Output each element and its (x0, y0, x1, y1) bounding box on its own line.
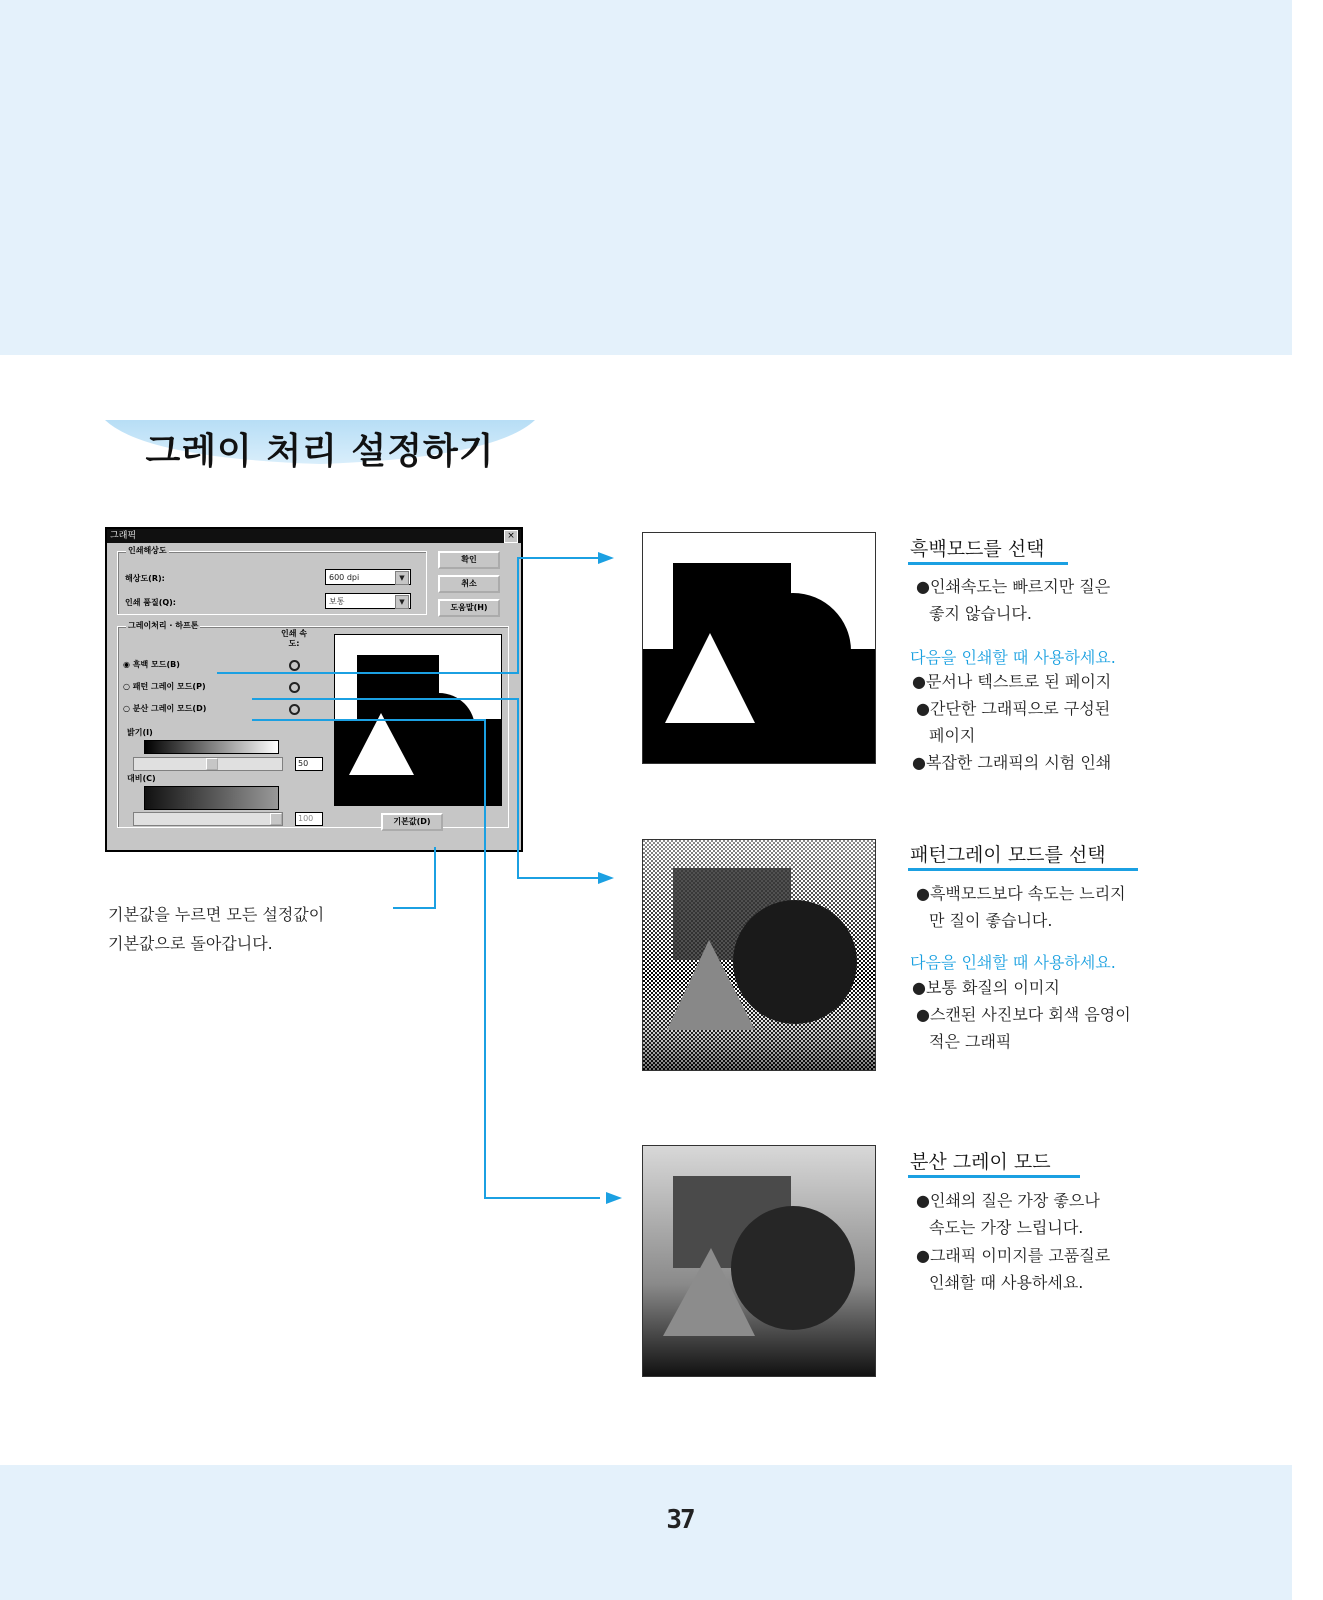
dialog-title: 그래픽 (110, 531, 137, 541)
pattern-sample-image (642, 839, 876, 1071)
diffusion-sample-image (642, 1145, 876, 1377)
bw-sample-shapes (643, 533, 875, 763)
brightness-value[interactable]: 50 (295, 757, 323, 771)
note-line-1: 기본값을 누르면 모든 설정값이 (108, 905, 325, 924)
bw-section-underline (908, 562, 1068, 565)
default-button[interactable]: 기본값(D) (381, 813, 443, 831)
page-title: 그레이 처리 설정하기 (145, 431, 495, 472)
bw-usage-2-cont: 페이지 (929, 726, 976, 745)
pattern-section-title: 패턴그레이 모드를 선택 (910, 844, 1106, 866)
pattern-bullet-1-cont: 만 질이 좋습니다. (929, 911, 1053, 930)
radio-pattern-mode[interactable]: ○ 패턴 그레이 모드(P) (123, 682, 206, 691)
pattern-section-underline (908, 868, 1138, 871)
default-note (108, 900, 324, 958)
pattern-usage-heading: 다음을 인쇄할 때 사용하세요. (910, 953, 1116, 972)
brightness-label: 밝기(I) (127, 728, 153, 737)
help-button[interactable]: 도움말(H) (438, 599, 500, 617)
chevron-down-icon[interactable]: ▼ (395, 595, 409, 609)
note-line-2: 기본값으로 돌아갑니다. (108, 934, 273, 953)
diffusion-section-title: 분산 그레이 모드 (910, 1151, 1051, 1173)
print-speed-label: 인쇄 속도: (281, 629, 307, 648)
bw-bullet-1-cont: 좋지 않습니다. (929, 604, 1032, 623)
bottom-band (0, 1465, 1292, 1600)
pattern-usage-2-cont: 적은 그래픽 (929, 1032, 1012, 1051)
resolution-group-label: 인쇄해상도 (128, 546, 167, 555)
contrast-label: 대비(C) (127, 774, 156, 783)
diffusion-bullet-2: ●그래픽 이미지를 고품질로 (916, 1246, 1111, 1265)
diffusion-bullet-1-cont: 속도는 가장 느립니다. (929, 1218, 1084, 1237)
radio-bw-mode[interactable]: ◉ 흑백 모드(B) (123, 660, 180, 669)
pattern-usage-1: ●보통 화질의 이미지 (912, 978, 1060, 997)
bw-sample-image (642, 532, 876, 764)
quality-label: 인쇄 품질(Q): (125, 598, 177, 607)
cancel-button[interactable]: 취소 (438, 575, 500, 593)
bw-bullet-1: ●인쇄속도는 빠르지만 질은 (916, 577, 1111, 596)
radio-diffusion-label: 분산 그레이 모드(D) (132, 704, 207, 713)
bw-section-title: 흑백모드를 선택 (910, 538, 1045, 560)
diffusion-sample-shapes (643, 1146, 875, 1376)
radio-pattern-label: 패턴 그레이 모드(P) (132, 682, 206, 691)
bw-usage-1: ●문서나 텍스트로 된 페이지 (912, 672, 1112, 691)
close-icon[interactable]: × (504, 530, 518, 543)
radio-diffusion-mode[interactable]: ○ 분산 그레이 모드(D) (123, 704, 207, 713)
bw-usage-heading: 다음을 인쇄할 때 사용하세요. (910, 648, 1116, 667)
resolution-label: 해상도(R): (125, 574, 165, 583)
ok-button[interactable]: 확인 (438, 551, 500, 569)
diffusion-section-underline (908, 1175, 1080, 1178)
quality-select-value: 보통 (329, 597, 345, 606)
gray-halftone-group-label: 그레이처리 · 하프톤 (128, 621, 199, 630)
contrast-value[interactable]: 100 (295, 812, 323, 826)
pattern-sample-shapes (643, 840, 875, 1070)
diffusion-bullet-1: ●인쇄의 질은 가장 좋으나 (916, 1191, 1100, 1210)
diffusion-bullet-2-cont: 인쇄할 때 사용하세요. (929, 1273, 1084, 1292)
bw-usage-3: ●복잡한 그래픽의 시험 인쇄 (912, 753, 1112, 772)
pattern-usage-2: ●스캔된 사진보다 회색 음영이 (916, 1005, 1131, 1024)
radio-bw-label: 흑백 모드(B) (132, 660, 180, 669)
page-number: 37 (666, 1505, 694, 1535)
bw-usage-2: ●간단한 그래픽으로 구성된 (916, 699, 1111, 718)
resolution-select-value: 600 dpi (329, 573, 360, 582)
pattern-bullet-1: ●흑백모드보다 속도는 느리지 (916, 884, 1126, 903)
chevron-down-icon[interactable]: ▼ (395, 571, 409, 585)
